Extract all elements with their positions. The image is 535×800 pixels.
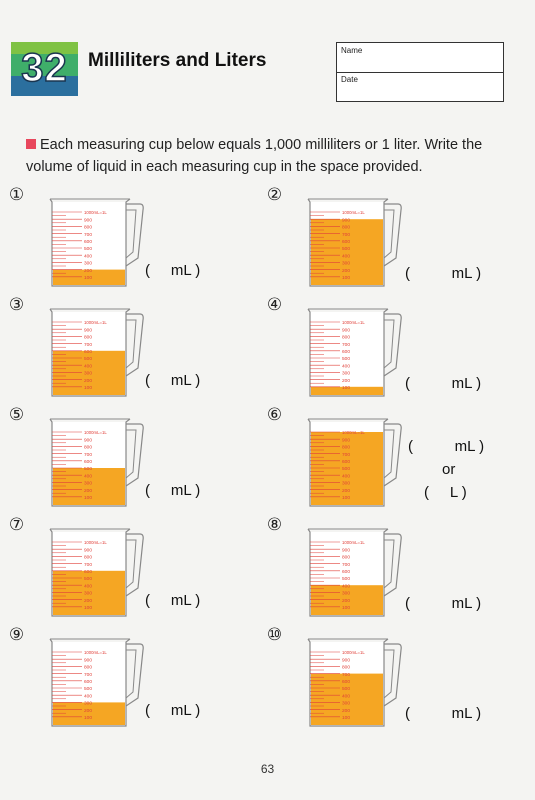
scale-label: 300 — [84, 481, 93, 487]
scale-label: 900 — [342, 328, 351, 334]
problem-number: ④ — [266, 295, 283, 314]
scale-label: 700 — [84, 672, 93, 678]
instructions-text: Each measuring cup below equals 1,000 milliliters or 1 liter. Write the volume of liquid in each measuring cup in the space provided. — [26, 137, 483, 175]
problem-item — [266, 405, 508, 515]
scale-label: 100 — [342, 386, 351, 391]
scale-label: 800 — [342, 555, 351, 561]
scale-label: 100 — [84, 716, 93, 721]
measuring-cup-icon — [44, 520, 154, 620]
scale-label: 300 — [342, 701, 351, 707]
scale-label: 800 — [342, 665, 351, 671]
scale-label: 600 — [342, 240, 351, 245]
scale-label: 800 — [84, 445, 93, 451]
scale-label: 600 — [342, 350, 351, 355]
scale-top-label: 1000mL=1L — [342, 430, 365, 436]
problem-number: ⑤ — [8, 405, 25, 424]
name-date-box — [336, 42, 504, 102]
problem-item — [8, 515, 250, 625]
scale-label: 600 — [342, 570, 351, 575]
problem-item — [8, 625, 250, 735]
scale-label: 700 — [84, 452, 93, 458]
measuring-cup-icon — [302, 630, 412, 730]
scale-label: 600 — [84, 240, 93, 245]
measuring-cup-icon — [44, 300, 154, 400]
scale-label: 200 — [342, 598, 351, 604]
scale-label: 200 — [84, 268, 93, 274]
scale-top-label: 1000mL=1L — [342, 320, 365, 326]
scale-label: 400 — [342, 364, 351, 370]
problem-number: ① — [8, 185, 25, 204]
scale-label: 300 — [342, 371, 351, 377]
scale-label: 400 — [342, 254, 351, 260]
scale-label: 700 — [84, 342, 93, 348]
scale-label: 800 — [84, 335, 93, 341]
page-number: 63 — [260, 762, 275, 776]
problem-number: ⑨ — [8, 625, 25, 644]
scale-label: 700 — [342, 672, 351, 678]
scale-label: 900 — [84, 438, 93, 444]
measuring-cup-icon — [302, 410, 412, 510]
scale-label: 400 — [84, 364, 93, 370]
bullet-square-icon — [26, 139, 36, 149]
scale-top-label: 1000mL=1L — [84, 430, 107, 436]
scale-label: 300 — [342, 261, 351, 267]
scale-top-label: 1000mL=1L — [84, 320, 107, 326]
answer-blank-ml[interactable]: ( mL ) — [145, 592, 201, 609]
answer-blank-ml[interactable]: ( mL ) — [408, 438, 485, 455]
scale-top-label: 1000mL=1L — [342, 540, 365, 546]
scale-label: 100 — [342, 496, 351, 501]
answer-blank-ml[interactable]: ( mL ) — [405, 705, 482, 722]
problem-item — [266, 625, 508, 735]
measuring-cup-icon — [302, 300, 412, 400]
scale-label: 200 — [84, 488, 93, 494]
scale-label: 700 — [342, 342, 351, 348]
scale-label: 400 — [84, 584, 93, 590]
scale-label: 900 — [342, 218, 351, 224]
scale-label: 900 — [342, 658, 351, 664]
problem-item — [8, 405, 250, 515]
scale-label: 500 — [84, 467, 93, 473]
measuring-cup-icon — [302, 190, 412, 290]
scale-label: 200 — [342, 488, 351, 494]
problem-item — [266, 185, 508, 295]
scale-label: 300 — [342, 591, 351, 597]
scale-label: 300 — [84, 591, 93, 597]
scale-top-label: 1000mL=1L — [84, 650, 107, 656]
scale-label: 800 — [342, 445, 351, 451]
scale-label: 300 — [342, 481, 351, 487]
scale-label: 100 — [84, 386, 93, 391]
scale-label: 100 — [84, 606, 93, 611]
scale-label: 600 — [342, 680, 351, 685]
lesson-number: 32 — [21, 46, 68, 90]
scale-label: 200 — [342, 378, 351, 384]
problem-number: ③ — [8, 295, 25, 314]
scale-label: 400 — [84, 474, 93, 480]
lesson-badge — [11, 42, 78, 96]
scale-label: 800 — [84, 665, 93, 671]
scale-label: 500 — [84, 687, 93, 693]
measuring-cup-icon — [44, 630, 154, 730]
scale-label: 600 — [84, 680, 93, 685]
page-title: Milliliters and Liters — [88, 50, 267, 71]
answer-blank-ml[interactable]: ( mL ) — [405, 265, 482, 282]
problem-item — [8, 295, 250, 405]
problem-item — [266, 515, 508, 625]
scale-label: 600 — [84, 460, 93, 465]
scale-label: 100 — [84, 496, 93, 501]
date-field[interactable] — [337, 72, 503, 101]
measuring-cup-icon — [44, 410, 154, 510]
instructions — [26, 134, 516, 178]
scale-label: 400 — [84, 254, 93, 260]
scale-top-label: 1000mL=1L — [342, 210, 365, 216]
scale-label: 300 — [84, 261, 93, 267]
answer-blank-ml[interactable]: ( mL ) — [405, 595, 482, 612]
scale-label: 900 — [84, 218, 93, 224]
problem-number: ⑧ — [266, 515, 283, 534]
answer-blank-ml[interactable]: ( mL ) — [145, 482, 201, 499]
scale-label: 200 — [84, 598, 93, 604]
answer-blank-liters[interactable]: ( L ) — [424, 484, 467, 501]
scale-label: 600 — [84, 350, 93, 355]
measuring-cup-icon — [302, 520, 412, 620]
scale-label: 400 — [342, 694, 351, 700]
problem-number: ② — [266, 185, 283, 204]
scale-label: 500 — [342, 687, 351, 693]
scale-label: 700 — [84, 232, 93, 238]
problem-item — [8, 185, 250, 295]
scale-label: 400 — [342, 584, 351, 590]
scale-label: 800 — [342, 335, 351, 341]
date-label: Date — [341, 75, 358, 84]
scale-label: 100 — [84, 276, 93, 281]
scale-label: 400 — [84, 694, 93, 700]
scale-label: 700 — [84, 562, 93, 568]
scale-label: 600 — [84, 570, 93, 575]
answer-blank-ml[interactable]: ( mL ) — [145, 262, 201, 279]
name-field[interactable] — [337, 43, 503, 73]
scale-label: 200 — [342, 268, 351, 274]
scale-label: 900 — [84, 548, 93, 554]
scale-label: 500 — [342, 357, 351, 363]
scale-label: 900 — [342, 438, 351, 444]
scale-label: 100 — [342, 606, 351, 611]
scale-label: 800 — [84, 225, 93, 231]
answer-blank-ml[interactable]: ( mL ) — [145, 702, 201, 719]
scale-label: 700 — [342, 452, 351, 458]
problem-number: ⑥ — [266, 405, 283, 424]
scale-top-label: 1000mL=1L — [84, 540, 107, 546]
answer-blank-ml[interactable]: ( mL ) — [405, 375, 482, 392]
scale-label: 500 — [342, 467, 351, 473]
scale-label: 200 — [84, 708, 93, 714]
problem-number: ⑦ — [8, 515, 25, 534]
scale-label: 500 — [342, 577, 351, 583]
scale-label: 100 — [342, 716, 351, 721]
scale-label: 500 — [342, 247, 351, 253]
scale-label: 900 — [84, 328, 93, 334]
scale-label: 500 — [84, 577, 93, 583]
scale-label: 800 — [342, 225, 351, 231]
name-label: Name — [341, 46, 363, 55]
scale-top-label: 1000mL=1L — [342, 650, 365, 656]
scale-label: 300 — [84, 371, 93, 377]
scale-label: 200 — [342, 708, 351, 714]
scale-label: 500 — [84, 357, 93, 363]
answer-blank-ml[interactable]: ( mL ) — [145, 372, 201, 389]
measuring-cup-icon — [44, 190, 154, 290]
problem-number: ⑩ — [266, 625, 283, 644]
scale-label: 800 — [84, 555, 93, 561]
scale-label: 100 — [342, 276, 351, 281]
problem-item — [266, 295, 508, 405]
scale-label: 900 — [342, 548, 351, 554]
scale-label: 500 — [84, 247, 93, 253]
scale-label: 700 — [342, 232, 351, 238]
scale-label: 400 — [342, 474, 351, 480]
scale-label: 300 — [84, 701, 93, 707]
scale-label: 900 — [84, 658, 93, 664]
scale-top-label: 1000mL=1L — [84, 210, 107, 216]
or-text: or — [442, 461, 456, 478]
scale-label: 200 — [84, 378, 93, 384]
scale-label: 700 — [342, 562, 351, 568]
scale-label: 600 — [342, 460, 351, 465]
